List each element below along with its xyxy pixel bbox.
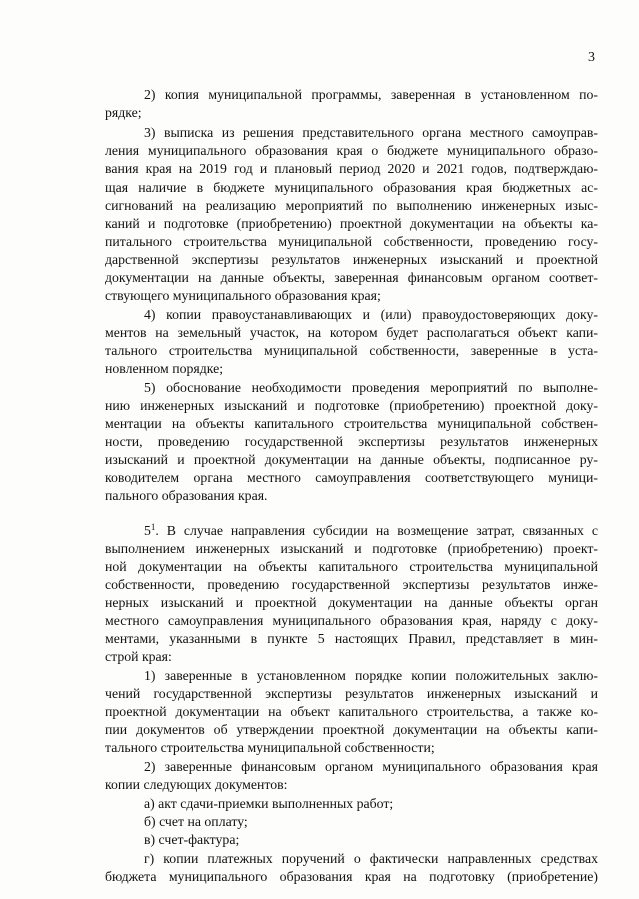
- text-line: пального образования края.: [105, 488, 268, 503]
- text-line: нию инженерных изысканий и подготовке (приобретению) проектной доку-: [105, 398, 598, 413]
- text-line: питального строительства муниципальной собственности, проведению госу-: [105, 234, 598, 249]
- text-line: ментов на земельный участок, на котором будет располагаться объект капи-: [105, 325, 598, 340]
- text-line: тального строительства муниципальной собственности, заверенные в уста-: [105, 343, 598, 358]
- text-line: ления муниципального образования края о бюджете муниципального образо-: [105, 143, 598, 158]
- text-line: ментации на объекты капитального строительства муниципальной собствен-: [105, 416, 598, 431]
- text-line: чений государственной экспертизы результатов инженерных изысканий и: [105, 686, 598, 701]
- text-line: ствующего муниципального образования края;: [105, 288, 381, 303]
- text-line: пии документов об утверждении проектной документации на объекты капи-: [105, 722, 598, 737]
- text-line: ководителем органа местного самоуправления соответствующего муници-: [105, 470, 598, 485]
- list-item: в) счет-фактура;: [144, 832, 240, 847]
- text-line: 1) заверенные в установленном порядке копии положительных заклю-: [144, 668, 598, 683]
- text-line: 2) заверенные финансовым органом муниципального образования края: [144, 759, 598, 774]
- text-line: проектной документации на объект капитального строительства, а также ко-: [105, 704, 598, 719]
- text-line: изысканий и проектной документации на данные объекты, подписанное ру-: [105, 452, 598, 467]
- text-line: рядке;: [105, 105, 142, 120]
- list-item: г) копии платежных поручений о фактически направленных средствах: [144, 851, 598, 866]
- text-line: дарственной экспертизы результатов инженерных изысканий и проектной: [105, 252, 598, 267]
- text-line: тального строительства муниципальной собственности;: [105, 740, 435, 755]
- section-superscript: 1: [150, 522, 156, 532]
- text-line: ной документации на объекты капитального строительства муниципальной: [105, 559, 598, 574]
- text-line: каний и подготовке (приобретению) проектной документации на объекты ка-: [105, 216, 598, 231]
- section-number: 5: [144, 523, 151, 538]
- list-item: б) счет на оплату;: [144, 814, 248, 829]
- text-line: нерных изысканий и проектной документации на данные объекты орган: [105, 595, 598, 610]
- text-line: выполнением инженерных изысканий и подготовке (приобретению) проект-: [105, 541, 598, 556]
- section-heading-line: [144, 522, 598, 540]
- text-line: собственности, проведению государственной экспертизы результатов инже-: [105, 577, 598, 592]
- text-line: 4) копии правоустанавливающих и (или) правоудостоверяющих доку-: [144, 307, 598, 322]
- text-line: новленном порядке;: [105, 361, 224, 376]
- text-line: сигнований на реализацию мероприятий по выполнению инженерных изыс-: [105, 198, 598, 213]
- text-line: документации на данные объекты, заверенная финансовым органом соответ-: [105, 270, 598, 285]
- text-line: щая наличие в бюджете муниципального образования края бюджетных ас-: [105, 180, 598, 195]
- text-line: копии следующих документов:: [105, 777, 288, 792]
- text-line: ментами, указанными в пункте 5 настоящих Правил, представляет в мин-: [105, 631, 598, 646]
- text-line: ности, проведению государственной экспертизы результатов инженерных: [105, 434, 598, 449]
- list-item: а) акт сдачи-приемки выполненных работ;: [144, 796, 394, 811]
- text-line: местного самоуправления муниципального образования края, наряду с доку-: [105, 613, 598, 628]
- text-line: бюджета муниципального образования края на подготовку (приобретение): [105, 869, 598, 884]
- text-line: строй края:: [105, 649, 172, 664]
- section-first-line-text: . В случае направления субсидии на возмещение затрат, связанных с: [155, 523, 598, 538]
- text-line: 2) копия муниципальной программы, заверенная в установленном по-: [144, 87, 598, 102]
- text-line: 5) обоснование необходимости проведения мероприятий по выполне-: [144, 380, 598, 395]
- text-line: вания края на 2019 год и плановый период 2020 и 2021 годов, подтверждаю-: [105, 161, 598, 176]
- page-number: 3: [588, 50, 595, 65]
- text-line: 3) выписка из решения представительного органа местного самоуправ-: [144, 125, 598, 140]
